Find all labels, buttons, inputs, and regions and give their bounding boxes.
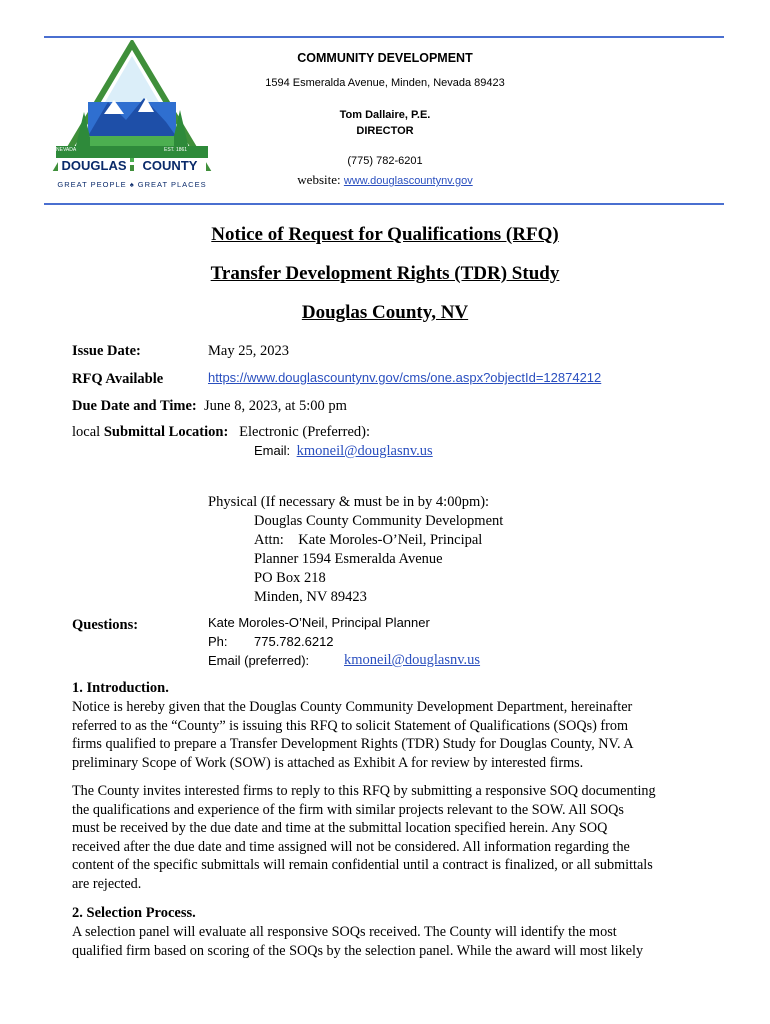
rfq-available-label: RFQ Available [72,371,164,387]
email-label: Email: [254,443,291,458]
title-county: Douglas County, NV [301,302,469,323]
issue-date-value: May 25, 2023 [208,343,289,359]
physical-line-4: PO Box 218 [254,570,326,586]
logo-est: EST. 1861 [164,147,188,153]
text-line: Notice is hereby given that the Douglas County Community Development Department, hereinafter [72,699,633,715]
section-2-heading: 2. Selection Process. [72,905,196,921]
text-line: content of the specific submittals will remain confidential until a contract is finalized, or all submittals [72,857,653,874]
title-tdr-study: Transfer Development Rights (TDR) Study [210,263,560,284]
section-2-paragraph-1 [72,923,700,960]
logo-word-county: COUNTY [134,158,206,174]
local-prefix: local [72,424,101,440]
submittal-label: Submittal Location: [103,424,229,440]
director-title: DIRECTOR [356,125,414,137]
text-line: The County invites interested firms to reply to this RFQ by submitting a responsive SOQ documenting [72,783,656,799]
due-date-label: Due Date and Time: [72,398,197,414]
physical-line-3: Planner 1594 Esmeralda Avenue [254,551,443,567]
questions-contact-name: Kate Moroles-O’Neil, Principal Planner [208,615,430,630]
logo-word-douglas: DOUGLAS [58,158,130,174]
logo-tagline: GREAT PEOPLE ♠ GREAT PLACES [57,180,207,189]
dept-address: 1594 Esmeralda Avenue, Minden, Nevada 89423 [265,77,505,89]
due-date-row [72,398,347,415]
electronic-email-row [254,443,433,460]
text-line: firms qualified to prepare a Transfer Development Rights (TDR) Study for Douglas County, NV. A [72,736,634,753]
section-1-paragraph-1 [72,698,700,772]
website-label: website: [297,172,341,187]
title-rfq: Notice of Request for Qualifications (RFQ) [211,224,559,245]
text-line: received after the due date and time assigned will not be considered. All information regarding the [72,838,630,855]
issue-date-label: Issue Date: [72,343,141,359]
douglas-county-logo [52,40,212,196]
physical-line-1: Douglas County Community Development [254,513,504,529]
due-date-value: June 8, 2023, at 5:00 pm [203,398,347,414]
submittal-email-link[interactable]: kmoneil@douglasnv.us [296,443,433,459]
questions-email-label: Email (preferred): [208,653,310,668]
electronic-label: Electronic (Preferred): [239,424,370,440]
questions-email-link[interactable]: kmoneil@douglasnv.us [344,652,481,668]
physical-line-2: Attn: Kate Moroles-O’Neil, Principal [254,532,483,548]
website-link[interactable]: www.douglascountynv.gov [343,175,473,187]
director-name: Tom Dallaire, P.E. [339,109,431,121]
header-top-rule [44,36,724,38]
section-1-heading: 1. Introduction. [72,680,169,696]
rfq-link[interactable]: https://www.douglascountynv.gov/cms/one.aspx?objectId=12874212 [208,370,602,385]
header-bottom-rule [44,203,724,205]
physical-line-5: Minden, NV 89423 [254,589,367,605]
logo-state: NEVADA [56,147,77,153]
dept-phone: (775) 782-6201 [347,155,423,167]
text-line: are rejected. [72,875,142,892]
section-1-paragraph-2 [72,782,700,894]
text-line: the qualifications and experience of the firm with similar projects relevant to the SOW. All SOQs [72,801,624,818]
text-line: preliminary Scope of Work (SOW) is attached as Exhibit A for review by interested firms. [72,754,584,771]
questions-phone-label: Ph: [208,634,228,649]
text-line: A selection panel will evaluate all responsive SOQs received. The County will identify the most [72,924,617,940]
dept-website [220,172,550,188]
physical-label: Physical (If necessary & must be in by 4:00pm): [208,494,490,510]
submittal-row [72,424,370,441]
questions-label: Questions: [72,617,139,633]
text-line: qualified firm based on scoring of the SOQs by the selection panel. While the award will most likely [72,942,644,959]
questions-phone: 775.782.6212 [254,634,334,649]
dept-name: COMMUNITY DEVELOPMENT [297,51,473,65]
text-line: must be received by the due date and time at the submittal location specified herein. Any SOQ [72,820,608,837]
text-line: referred to as the “County” is issuing this RFQ to solicit Statement of Qualifications (SOQs) from [72,717,628,734]
